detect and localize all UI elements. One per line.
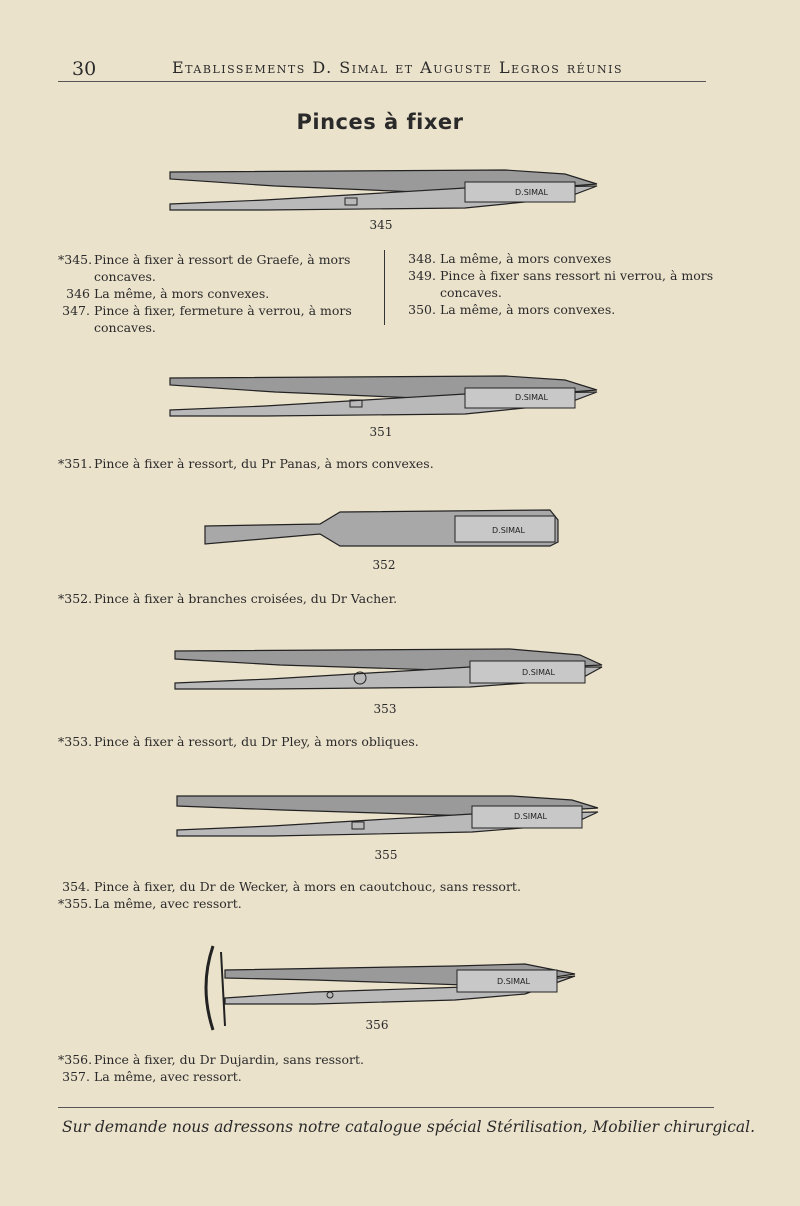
- list-item: 348. La même, à mors convexes: [408, 251, 612, 266]
- item-list-351: [58, 455, 718, 472]
- item-list-356: [58, 1051, 718, 1085]
- figure-number: 345: [369, 218, 393, 232]
- forceps-353-illustration: [170, 645, 610, 693]
- item-list-352: [58, 590, 718, 607]
- brand-stamp: D.SIMAL: [522, 668, 555, 677]
- brand-stamp: D.SIMAL: [514, 812, 547, 821]
- figure-number: 356: [365, 1018, 389, 1032]
- header-rule: [58, 81, 706, 82]
- page-number: 30: [72, 58, 97, 80]
- list-item: *355. La même, avec ressort.: [58, 896, 242, 911]
- column-divider: [384, 250, 385, 325]
- list-item: *356. Pince à fixer, du Dr Dujardin, sans ressort.: [58, 1052, 364, 1067]
- figure-number: 351: [369, 425, 393, 439]
- item-list-345-left: [58, 251, 368, 336]
- item-list-353: [58, 733, 718, 750]
- list-item: *352. Pince à fixer à branches croisées, du Dr Vacher.: [58, 591, 398, 606]
- forceps-355-illustration: [172, 790, 604, 840]
- brand-stamp: D.SIMAL: [515, 188, 548, 197]
- list-item: 346 La même, à mors convexes.: [66, 286, 270, 301]
- list-item: 357. La même, avec ressort.: [62, 1069, 242, 1084]
- brand-stamp: D.SIMAL: [515, 393, 548, 402]
- forceps-351-illustration: [165, 370, 605, 420]
- brand-stamp: D.SIMAL: [497, 977, 530, 986]
- footer-rule: [58, 1107, 714, 1108]
- item-list-355: [58, 878, 718, 912]
- list-item: 349. Pince à fixer sans ressort ni verrou, à mors concaves.: [408, 268, 714, 300]
- list-item: 354. Pince à fixer, du Dr de Wecker, à mors en caoutchouc, sans ressort.: [62, 879, 521, 894]
- figure-number: 352: [372, 558, 396, 572]
- brand-stamp: D.SIMAL: [492, 526, 525, 535]
- footer-note: Sur demande nous adressons notre catalogue spécial Stérilisation, Mobilier chirurgical.: [62, 1118, 756, 1136]
- item-list-345-right: [404, 250, 714, 318]
- section-title: Pinces à fixer: [296, 110, 464, 134]
- list-item: *345. Pince à fixer à ressort de Graefe, à mors concaves.: [58, 252, 351, 284]
- list-item: *353. Pince à fixer à ressort, du Dr Pley, à mors obliques.: [58, 734, 419, 749]
- list-item: 347. Pince à fixer, fermeture à verrou, à mors concaves.: [62, 303, 352, 335]
- forceps-345-illustration: [165, 164, 605, 214]
- list-item: *351. Pince à fixer à ressort, du Pr Panas, à mors convexes.: [58, 456, 434, 471]
- running-header: Etablissements D. Simal et Auguste Legros réunis: [172, 58, 623, 77]
- forceps-352-illustration: [200, 508, 565, 553]
- figure-number: 355: [374, 848, 398, 862]
- figure-number: 353: [373, 702, 397, 716]
- list-item: 350. La même, à mors convexes.: [408, 302, 616, 317]
